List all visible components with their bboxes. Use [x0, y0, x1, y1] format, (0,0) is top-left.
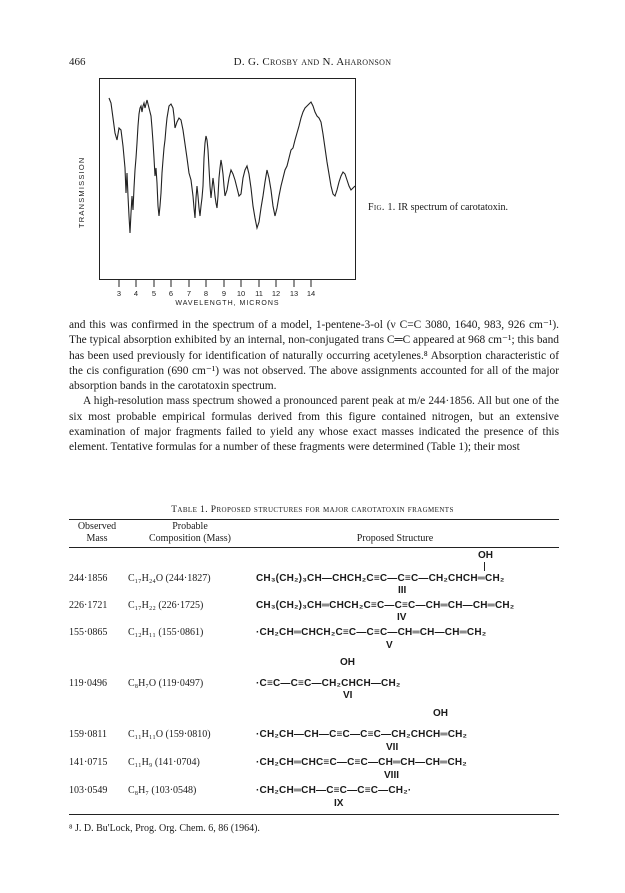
observed-mass: 155·0865	[69, 627, 108, 638]
page-number: 466	[69, 56, 86, 68]
x-tick-label: 12	[271, 289, 281, 298]
oh-bond	[484, 562, 485, 571]
compound-number: IV	[397, 612, 407, 623]
paragraph-1: and this was confirmed in the spectrum of a model, 1-pentene-3-ol (ν C=C 3080, 1640, 983, 926 cm⁻¹). The typical absorption exhibited by an internal, non-conjugated trans C═C appeared at 968 cm⁻¹; this band has been used previously for identification of naturally occurring acetylenes.⁸ Absorption characteristic of the cis configuration (690 cm⁻¹) was not observed. The above assignments accounted for all of the major absorption bands in the carotatoxin spectrum.	[69, 319, 559, 393]
observed-mass: 141·0715	[69, 757, 108, 768]
col-structure-header: Proposed Structure	[356, 533, 434, 544]
oh-label: OH	[478, 550, 493, 561]
x-tick-label: 14	[306, 289, 316, 298]
proposed-structure: ·CH₂CH═CHC≡C—C≡C—CH═CH—CH═CH₂	[256, 757, 467, 768]
compound-number: IX	[334, 798, 344, 809]
observed-mass: 244·1856	[69, 573, 108, 584]
proposed-structure: CH₃(CH₂)₃CH—CHCH₂C≡C—C≡C—CH₂CHCH═CH₂	[256, 573, 505, 584]
footnote: ⁸ J. D. Bu'Lock, Prog. Org. Chem. 6, 86 (1964).	[69, 823, 260, 834]
proposed-structure: ·CH₂CH═CHCH₂C≡C—C≡C—CH═CH—CH═CH₂	[256, 627, 487, 638]
paragraph-2: A high-resolution mass spectrum showed a pronounced parent peak at m/e 244·1856. All but one of the six most probable empirical formulas derived from this figure contained nitrogen, but an extensive examination of major fragments failed to yield any whose exact masses indicated the presence of this element. Tentative formulas for a number of these fragments were determined (Table 1); their most	[69, 395, 559, 454]
y-axis-label: TRANSMISSION	[77, 156, 86, 228]
table-bottom-rule	[69, 814, 559, 815]
x-tick-label: 8	[203, 289, 209, 298]
x-tick-label: 11	[255, 289, 263, 298]
x-tick-label: 5	[151, 289, 157, 298]
compound-number: V	[386, 640, 393, 651]
table-top-rule	[69, 519, 559, 520]
probable-composition: C₁₇H₂₄O (244·1827)	[128, 573, 211, 584]
oh-label: OH	[433, 708, 448, 719]
compound-number: III	[398, 585, 407, 596]
probable-composition: C₁₁H₁₁O (159·0810)	[128, 729, 211, 740]
col-probable-header: Probable Composition (Mass)	[149, 521, 231, 544]
x-tick-label: 4	[133, 289, 139, 298]
observed-mass: 226·1721	[69, 600, 108, 611]
probable-composition: C₈H₇ (103·0548)	[128, 785, 197, 796]
probable-composition: C₁₂H₁₁ (155·0861)	[128, 627, 204, 638]
table-header-rule	[69, 547, 559, 548]
figure-caption-prefix: Fig. 1.	[368, 202, 396, 213]
ir-spectrum-trace	[109, 98, 355, 233]
x-tick-label: 13	[289, 289, 299, 298]
proposed-structure: ·CH₂CH═CH—C≡C—C≡C—CH₂·	[256, 785, 412, 796]
x-axis-label: WAVELENGTH, MICRONS	[175, 300, 280, 307]
figure-caption-text: IR spectrum of carotatoxin.	[398, 202, 509, 213]
compound-number: VII	[386, 742, 399, 753]
probable-composition: C₁₁H₉ (141·0704)	[128, 757, 200, 768]
x-tick-label: 3	[116, 289, 122, 298]
observed-mass: 119·0496	[69, 678, 107, 689]
proposed-structure: ·CH₂CH—CH—C≡C—C≡C—CH₂CHCH═CH₂	[256, 729, 468, 740]
col-observed-header: Observed Mass	[77, 521, 117, 544]
proposed-structure: CH₃(CH₂)₃CH═CHCH₂C≡C—C≡C—CH═CH—CH═CH₂	[256, 600, 515, 611]
x-tick-label: 7	[186, 289, 192, 298]
ir-spectrum-plot	[99, 78, 356, 310]
table-title: Table 1. Proposed structures for major carotatoxin fragments	[171, 505, 454, 515]
proposed-structure: ·C≡C—C≡C—CH₂CHCH—CH₂	[256, 678, 401, 689]
compound-number: VIII	[384, 770, 400, 781]
x-tick-label: 9	[221, 289, 227, 298]
probable-composition: C₁₇H₂₂ (226·1725)	[128, 600, 204, 611]
running-title: D. G. Crosby and N. Aharonson	[233, 56, 392, 68]
probable-composition: C₈H₇O (119·0497)	[128, 678, 204, 689]
oh-label: OH	[340, 657, 355, 668]
observed-mass: 103·0549	[69, 785, 108, 796]
x-axis-ticks	[119, 280, 311, 287]
observed-mass: 159·0811	[69, 729, 107, 740]
body-text	[69, 318, 559, 456]
x-tick-label: 6	[168, 289, 174, 298]
figure-caption	[368, 202, 508, 213]
compound-number: VI	[343, 690, 353, 701]
x-tick-label: 10	[236, 289, 246, 298]
